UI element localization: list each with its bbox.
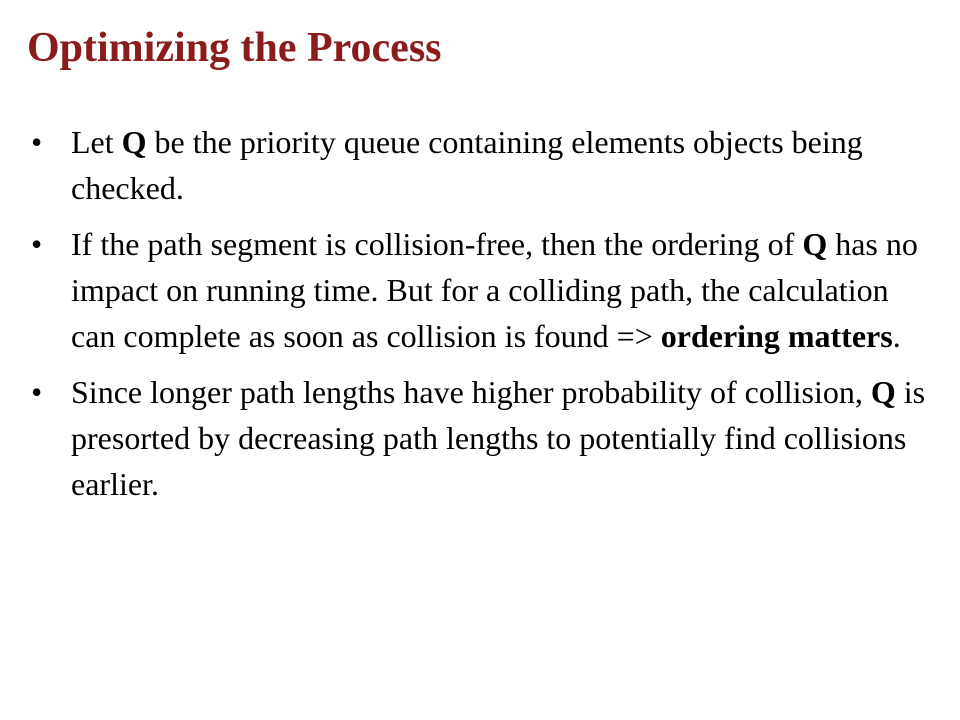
bullet-text-segment: is presorted by decreasing path lengths to potentially find collisions earlier. (71, 374, 926, 502)
bullet-dot-icon: • (31, 374, 43, 410)
bullet-list (0, 119, 960, 517)
bullet-item (0, 119, 931, 211)
bullet-text-segment: Q (802, 226, 828, 262)
bullet-text-segment: . (892, 318, 901, 354)
bullet-text-segment: Q (870, 374, 896, 410)
slide-title: Optimizing the Process (27, 25, 442, 71)
bullet-text-segment: If the path segment is collision-free, then the ordering of (71, 226, 803, 262)
bullet-text-segment: Let (71, 124, 122, 160)
bullet-text-segment: Q (121, 124, 147, 160)
bullet-text-segment: be the priority queue containing elements objects being checked. (71, 124, 863, 206)
bullet-item (0, 221, 931, 359)
bullet-text-segment: Since longer path lengths have higher probability of collision, (71, 374, 871, 410)
bullet-text-segment: has no impact on running time. But for a colliding path, the calculation can complete as soon as collision is found => (71, 226, 918, 354)
bullet-item (0, 369, 931, 507)
bullet-text-segment: ordering matters (660, 318, 893, 354)
bullet-dot-icon: • (31, 124, 43, 160)
bullet-dot-icon: • (31, 226, 43, 262)
